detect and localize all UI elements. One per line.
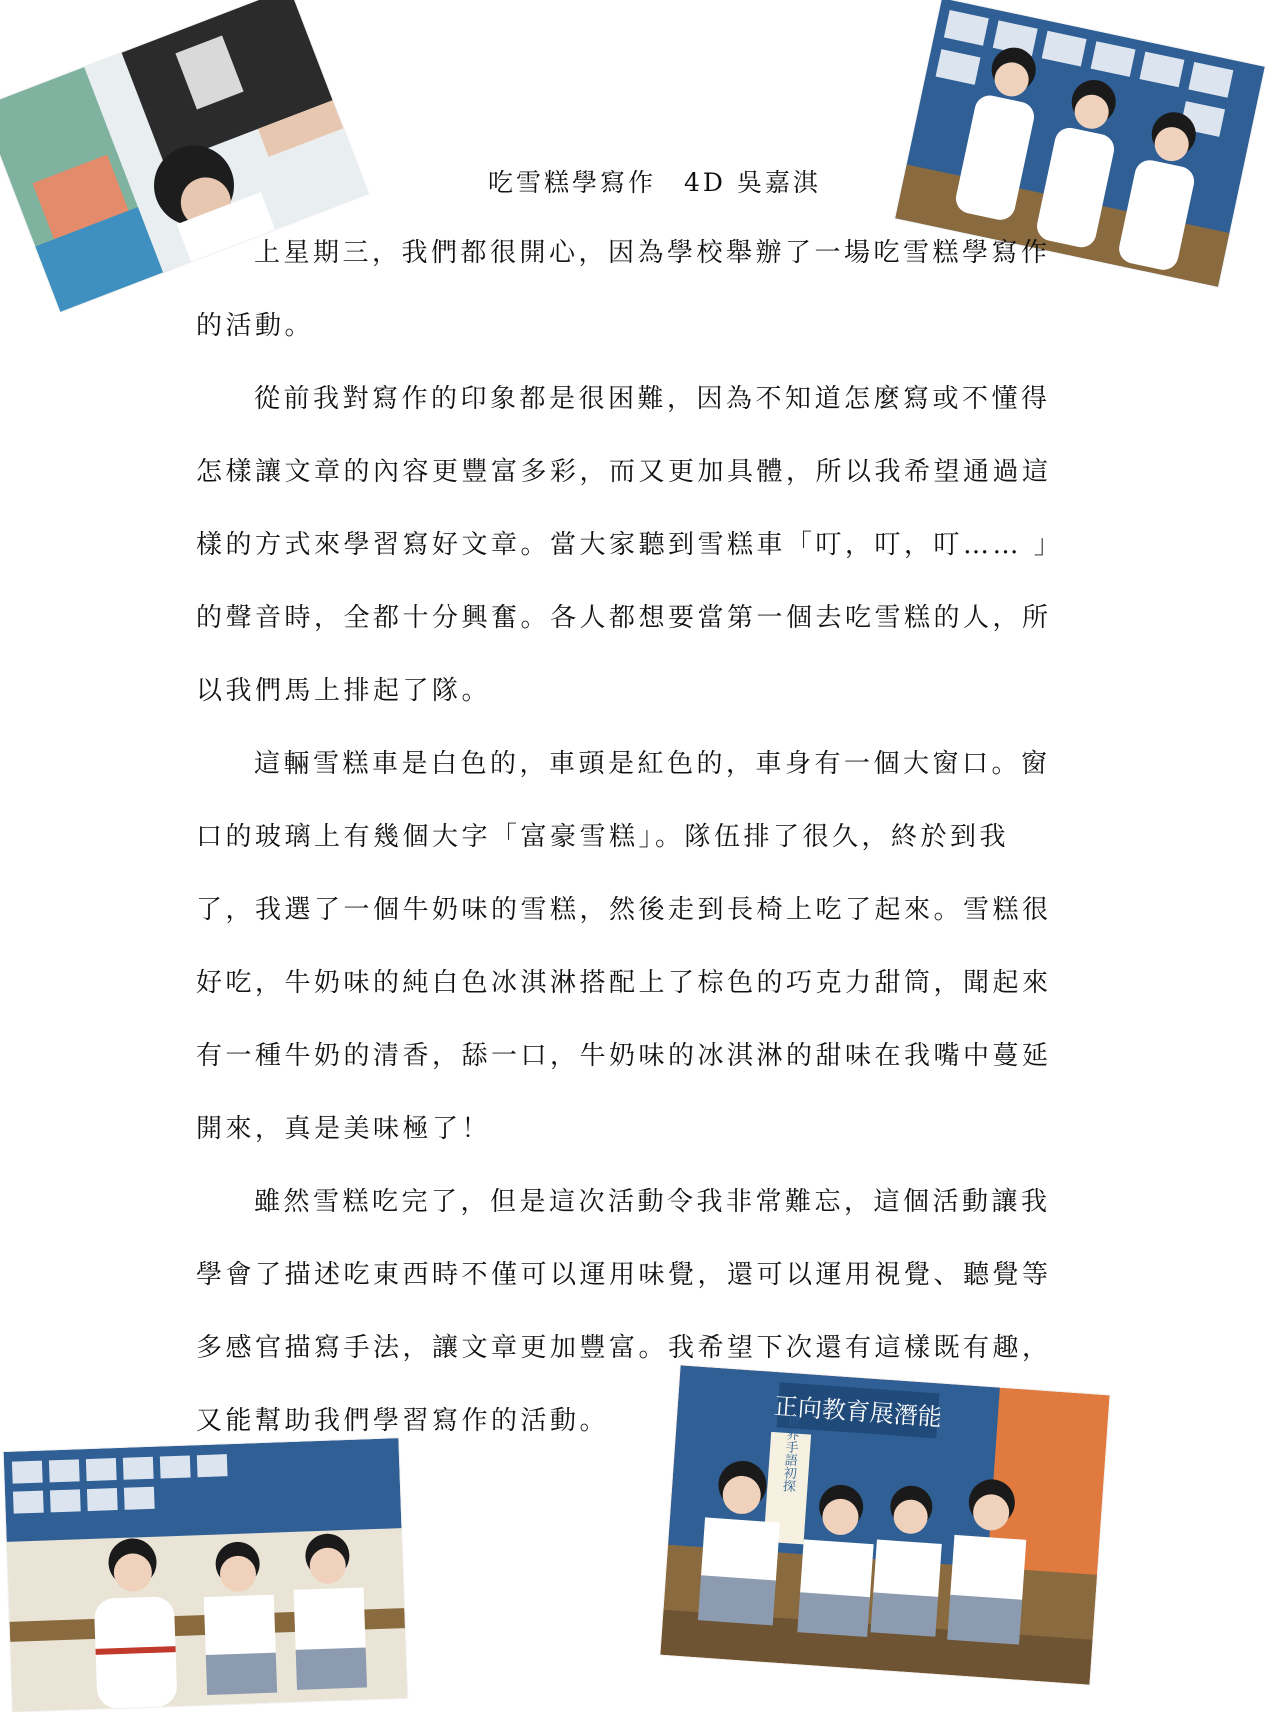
students-eating-photo	[4, 1438, 408, 1712]
essay-line: 上星期三，我們都很開心，因為學校舉辦了一場吃雪糕學寫作	[254, 238, 1051, 268]
essay-line: 好吃，牛奶味的純白色冰淇淋搭配上了棕色的巧克力甜筒，聞起來	[196, 968, 1052, 998]
essay-line: 的聲音時，全都十分興奮。各人都想要當第一個去吃雪糕的人，所	[196, 603, 1052, 633]
essay-line: 學會了描述吃東西時不僅可以運用味覺，還可以運用視覺、聽覺等	[196, 1260, 1052, 1290]
essay-line: 這輛雪糕車是白色的，車頭是紅色的，車身有一個大窗口。窗	[254, 749, 1051, 779]
essay-line: 了，我選了一個牛奶味的雪糕，然後走到長椅上吃了起來。雪糕很	[196, 895, 1052, 925]
essay-line: 雖然雪糕吃完了，但是這次活動令我非常難忘，這個活動讓我	[254, 1187, 1051, 1217]
essay-line: 口的玻璃上有幾個大字「富豪雪糕」。隊伍排了很久，終於到我	[196, 822, 1010, 852]
essay-line: 開來，真是美味極了！	[196, 1114, 492, 1144]
essay-line: 從前我對寫作的印象都是很困難，因為不知道怎麼寫或不懂得	[254, 384, 1051, 414]
essay-title: 吃雪糕學寫作 4D 吳嘉淇	[488, 168, 821, 197]
four-boys-photo	[660, 1365, 1109, 1684]
essay-line: 的活動。	[196, 311, 315, 341]
essay-line: 有一種牛奶的清香，舔一口，牛奶味的冰淇淋的甜味在我嘴中蔓延	[196, 1041, 1052, 1071]
essay-line: 以我們馬上排起了隊。	[196, 676, 492, 706]
essay-line: 樣的方式來學習寫好文章。當大家聽到雪糕車「叮，叮，叮…… 」	[196, 530, 1064, 560]
side-sign-text: 世界手語初探	[779, 1413, 800, 1493]
essay-body	[196, 232, 1076, 1473]
essay-line: 又能幫助我們學習寫作的活動。	[196, 1406, 610, 1436]
essay-line: 怎樣讓文章的內容更豐富多彩，而又更加具體，所以我希望通過這	[196, 457, 1052, 487]
essay-line: 多感官描寫手法，讓文章更加豐富。我希望下次還有這樣既有趣，	[196, 1333, 1052, 1363]
banner-text: 正向教育展潛能	[773, 1392, 943, 1432]
